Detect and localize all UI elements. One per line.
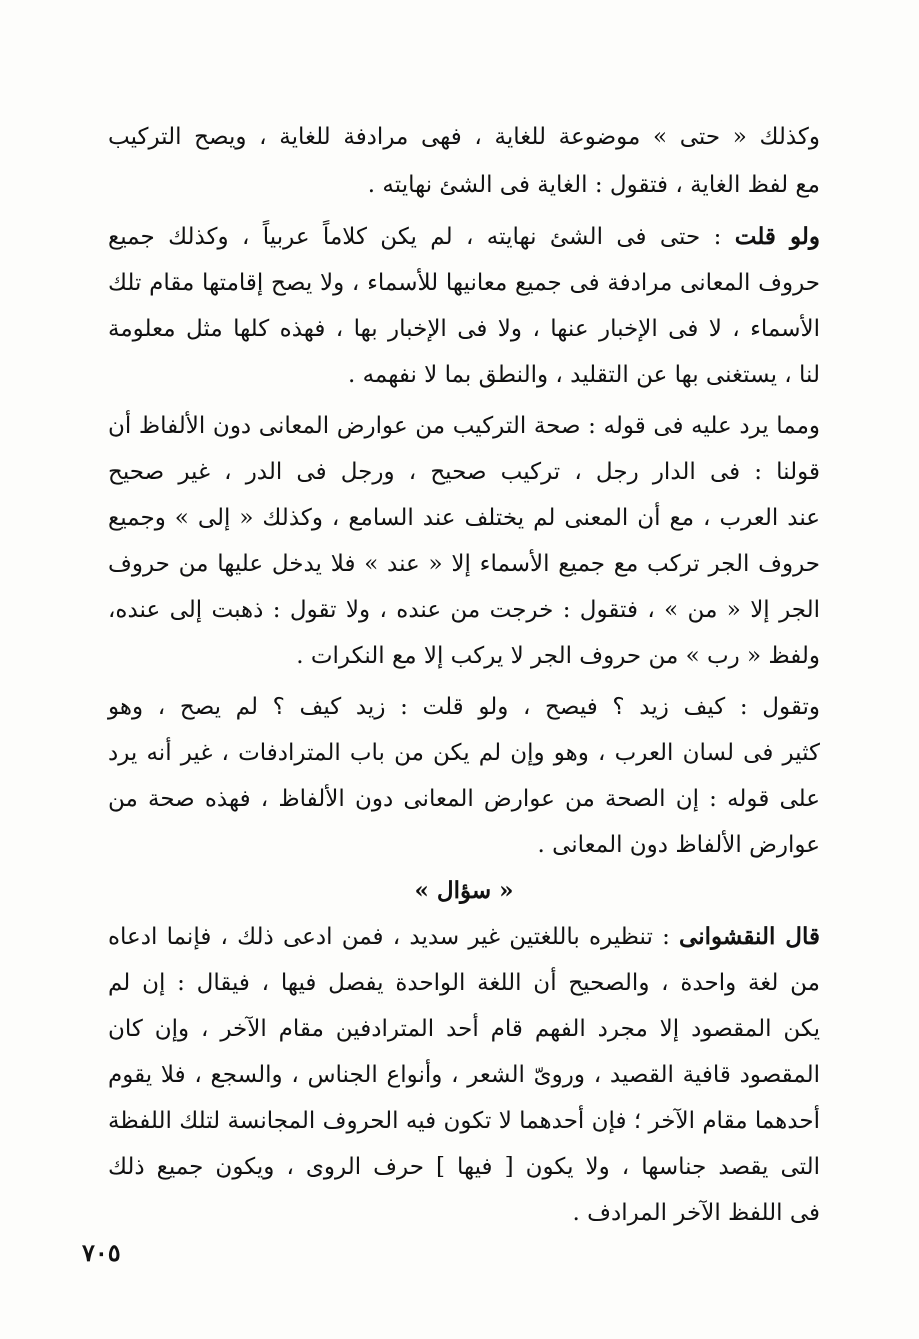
text-line: من لغة واحدة ، والصحيح أن اللغة الواحدة يفصل فيها ، فيقال : إن لم xyxy=(108,970,820,996)
text-line: ولفظ « رب » من حروف الجر لا يركب إلا مع النكرات . xyxy=(296,643,820,669)
text-line: الجر إلا « من » ، فتقول : خرجت من عنده ، ولا تقول : ذهبت إلى عنده، xyxy=(108,597,820,623)
text-line: وكذلك « حتى » موضوعة للغاية ، فهى مرادفة للغاية ، ويصح التركيب xyxy=(108,124,820,150)
text-line: فى اللفظ الآخر المرادف . xyxy=(572,1200,820,1226)
text-line: قال النقشوانى : تنظيره باللغتين غير سديد ، فمن ادعى ذلك ، فإنما ادعاه xyxy=(108,923,820,950)
text-line: حروف الجر تركب مع جميع الأسماء إلا « عند » فلا يدخل عليها من حروف xyxy=(108,551,820,577)
text-line: ولو قلت : حتى فى الشئ نهايته ، لم يكن كلاماً عربياً ، وكذلك جميع xyxy=(108,223,821,250)
text-line: التى يقصد جناسها ، ولا يكون [ فيها ] حرف الروى ، ويكون جميع ذلك xyxy=(108,1154,820,1180)
text-line: لنا ، يستغنى بها عن التقليد ، والنطق بما لا نفهمه . xyxy=(347,362,820,388)
lead-word: ولو قلت xyxy=(734,223,821,250)
text-line: الأسماء ، لا فى الإخبار عنها ، ولا فى الإخبار بها ، فهذه كلها مثل معلومة xyxy=(108,316,820,342)
text-line: كثير فى لسان العرب ، وهو وإن لم يكن من باب المترادفات ، غير أنه يرد xyxy=(108,740,820,766)
text-line: عوارض الألفاظ دون المعانى . xyxy=(537,832,820,858)
text-line: يكن المقصود إلا مجرد الفهم قام أحد المترادفين مقام الآخر ، وإن كان xyxy=(108,1016,820,1042)
text-line: أحدهما مقام الآخر ؛ فإن أحدهما لا تكون فيه الحروف المجانسة لتلك اللفظة xyxy=(108,1108,820,1134)
text-line: حروف المعانى مرادفة فى جميع معانيها للأسماء ، ولا يصح إقامتها مقام تلك xyxy=(108,270,820,296)
text-line: ومما يرد عليه فى قوله : صحة التركيب من عوارض المعانى دون الألفاظ أن xyxy=(108,413,820,439)
text-line: قولنا : فى الدار رجل ، تركيب صحيح ، ورجل فى الدر ، غير صحيح xyxy=(108,459,820,485)
section-heading: « سؤال » xyxy=(414,877,514,904)
text-line: عند العرب ، مع أن المعنى لم يختلف عند السامع ، وكذلك « إلى » وجميع xyxy=(108,505,820,531)
text-line: مع لفظ الغاية ، فتقول : الغاية فى الشئ نهايته . xyxy=(367,172,820,198)
lead-word: قال النقشوانى xyxy=(679,923,820,950)
text-line: على قوله : إن الصحة من عوارض المعانى دون الألفاظ ، فهذه صحة من xyxy=(108,786,820,812)
text-line: المقصود قافية القصيد ، وروىّ الشعر ، وأنواع الجناس ، والسجع ، فلا يقوم xyxy=(108,1062,820,1088)
page-number: ٧٠٥ xyxy=(82,1238,121,1267)
text-line: وتقول : كيف زيد ؟ فيصح ، ولو قلت : زيد كيف ؟ لم يصح ، وهو xyxy=(108,694,820,720)
